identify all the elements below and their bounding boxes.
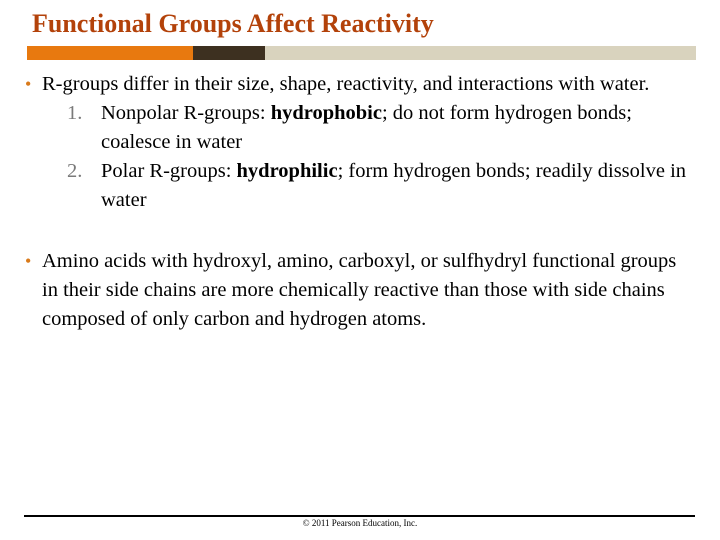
- sub-item-number: 1.: [67, 102, 83, 124]
- bullet-text: Amino acids with hydroxyl, amino, carboxyl, or sulfhydryl functional groups in their side chains are more chemically reactive than those with side chains composed of only carbon and hydrogen atoms.: [42, 250, 677, 330]
- sub-item-keyword-hydrophobic: hydrophobic: [270, 102, 382, 124]
- sub-item-nonpolar: [42, 99, 696, 157]
- bullet-r-groups: [24, 70, 696, 215]
- slide-body: [24, 70, 696, 334]
- sub-item-keyword-hydrophilic: hydrophilic: [236, 160, 338, 182]
- bullet-icon: •: [25, 74, 32, 94]
- bullet-text: R-groups differ in their size, shape, reactivity, and interactions with water.: [42, 73, 650, 95]
- sub-item-suffix: ; form hydrogen bonds; readily dissolve in water: [101, 160, 687, 211]
- sub-item-polar: [42, 157, 696, 215]
- sub-item-prefix: Nonpolar R-groups:: [101, 102, 271, 124]
- footer-divider: [24, 515, 695, 517]
- title-underline-tan: [265, 46, 696, 60]
- sub-item-number: 2.: [67, 160, 83, 182]
- copyright-notice: © 2011 Pearson Education, Inc.: [302, 518, 418, 528]
- sub-list: [42, 99, 696, 215]
- slide-title: Functional Groups Affect Reactivity: [32, 9, 434, 38]
- bullet-icon: •: [25, 251, 32, 271]
- bullet-amino-acids: [24, 247, 696, 334]
- title-underline-orange: [27, 46, 193, 60]
- sub-item-suffix: ; do not form hydrogen bonds; coalesce in water: [101, 102, 632, 153]
- title-underline-dark: [193, 46, 265, 60]
- sub-item-prefix: Polar R-groups:: [101, 160, 237, 182]
